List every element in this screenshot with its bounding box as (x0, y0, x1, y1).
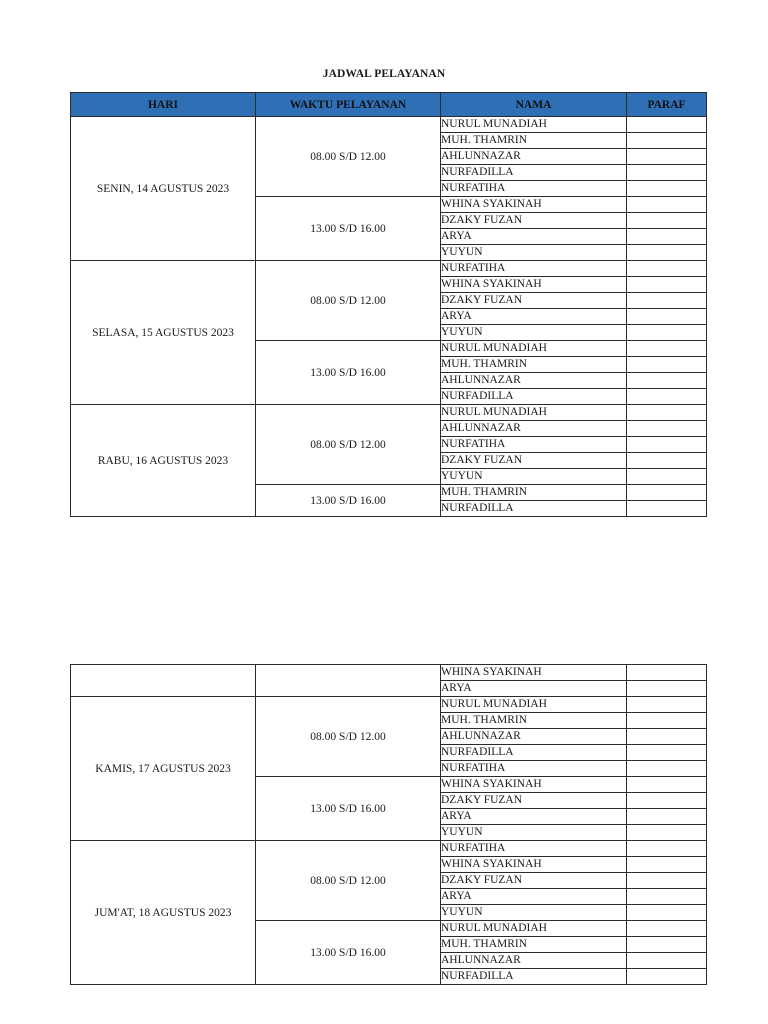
name-cell: AHLUNNAZAR (441, 953, 627, 969)
paraf-signature-cell[interactable] (627, 373, 707, 389)
name-cell: NURFADILLA (441, 745, 627, 761)
name-cell: NURUL MUNADIAH (441, 697, 627, 713)
name-cell: YUYUN (441, 469, 627, 485)
table-row (71, 665, 707, 681)
name-cell: ARYA (441, 809, 627, 825)
paraf-signature-cell[interactable] (627, 261, 707, 277)
paraf-signature-cell[interactable] (627, 937, 707, 953)
name-cell: NURFATIHA (441, 761, 627, 777)
paraf-signature-cell[interactable] (627, 681, 707, 697)
paraf-signature-cell[interactable] (627, 197, 707, 213)
paraf-signature-cell[interactable] (627, 133, 707, 149)
day-cell (71, 665, 256, 697)
header-paraf: PARAF (627, 93, 707, 117)
name-cell: WHINA SYAKINAH (441, 777, 627, 793)
name-cell: MUH. THAMRIN (441, 713, 627, 729)
name-cell: ARYA (441, 309, 627, 325)
paraf-signature-cell[interactable] (627, 665, 707, 681)
paraf-signature-cell[interactable] (627, 969, 707, 985)
paraf-signature-cell[interactable] (627, 309, 707, 325)
name-cell: NURUL MUNADIAH (441, 405, 627, 421)
paraf-signature-cell[interactable] (627, 229, 707, 245)
name-cell: DZAKY FUZAN (441, 793, 627, 809)
paraf-signature-cell[interactable] (627, 905, 707, 921)
service-time-cell: 13.00 S/D 16.00 (256, 485, 441, 517)
paraf-signature-cell[interactable] (627, 389, 707, 405)
service-time-cell: 08.00 S/D 12.00 (256, 405, 441, 485)
paraf-signature-cell[interactable] (627, 341, 707, 357)
name-cell: ARYA (441, 889, 627, 905)
paraf-signature-cell[interactable] (627, 889, 707, 905)
name-cell: WHINA SYAKINAH (441, 857, 627, 873)
name-cell: DZAKY FUZAN (441, 453, 627, 469)
paraf-signature-cell[interactable] (627, 325, 707, 341)
day-cell: KAMIS, 17 AGUSTUS 2023 (71, 697, 256, 841)
paraf-signature-cell[interactable] (627, 697, 707, 713)
header-waktu-pelayanan: WAKTU PELAYANAN (256, 93, 441, 117)
paraf-signature-cell[interactable] (627, 825, 707, 841)
paraf-signature-cell[interactable] (627, 149, 707, 165)
service-time-cell: 13.00 S/D 16.00 (256, 197, 441, 261)
paraf-signature-cell[interactable] (627, 469, 707, 485)
name-cell: DZAKY FUZAN (441, 213, 627, 229)
paraf-signature-cell[interactable] (627, 213, 707, 229)
name-cell: NURFADILLA (441, 969, 627, 985)
paraf-signature-cell[interactable] (627, 921, 707, 937)
name-cell: DZAKY FUZAN (441, 293, 627, 309)
table-row (71, 405, 707, 421)
day-cell: SENIN, 14 AGUSTUS 2023 (71, 117, 256, 261)
name-cell: ARYA (441, 229, 627, 245)
service-time-cell: 08.00 S/D 12.00 (256, 841, 441, 921)
paraf-signature-cell[interactable] (627, 293, 707, 309)
paraf-signature-cell[interactable] (627, 437, 707, 453)
paraf-signature-cell[interactable] (627, 713, 707, 729)
paraf-signature-cell[interactable] (627, 165, 707, 181)
table-row (71, 117, 707, 133)
paraf-signature-cell[interactable] (627, 245, 707, 261)
service-time-cell: 08.00 S/D 12.00 (256, 261, 441, 341)
paraf-signature-cell[interactable] (627, 453, 707, 469)
paraf-signature-cell[interactable] (627, 953, 707, 969)
paraf-signature-cell[interactable] (627, 117, 707, 133)
name-cell: YUYUN (441, 245, 627, 261)
name-cell: AHLUNNAZAR (441, 149, 627, 165)
name-cell: NURFADILLA (441, 165, 627, 181)
name-cell: YUYUN (441, 825, 627, 841)
paraf-signature-cell[interactable] (627, 841, 707, 857)
name-cell: MUH. THAMRIN (441, 357, 627, 373)
table-row (71, 841, 707, 857)
paraf-signature-cell[interactable] (627, 809, 707, 825)
paraf-signature-cell[interactable] (627, 357, 707, 373)
schedule-table-page-2 (70, 664, 707, 985)
name-cell: AHLUNNAZAR (441, 729, 627, 745)
name-cell: AHLUNNAZAR (441, 421, 627, 437)
paraf-signature-cell[interactable] (627, 405, 707, 421)
name-cell: YUYUN (441, 325, 627, 341)
name-cell: NURFATIHA (441, 181, 627, 197)
table-header-row (71, 93, 707, 117)
paraf-signature-cell[interactable] (627, 777, 707, 793)
paraf-signature-cell[interactable] (627, 745, 707, 761)
service-time-cell: 08.00 S/D 12.00 (256, 117, 441, 197)
header-hari: HARI (71, 93, 256, 117)
paraf-signature-cell[interactable] (627, 873, 707, 889)
service-time-cell: 13.00 S/D 16.00 (256, 777, 441, 841)
table-row (71, 261, 707, 277)
day-cell: SELASA, 15 AGUSTUS 2023 (71, 261, 256, 405)
paraf-signature-cell[interactable] (627, 277, 707, 293)
name-cell: NURFATIHA (441, 437, 627, 453)
service-time-cell: 13.00 S/D 16.00 (256, 921, 441, 985)
name-cell: NURUL MUNADIAH (441, 117, 627, 133)
name-cell: MUH. THAMRIN (441, 133, 627, 149)
name-cell: NURFATIHA (441, 841, 627, 857)
name-cell: ARYA (441, 681, 627, 697)
name-cell: WHINA SYAKINAH (441, 277, 627, 293)
name-cell: NURFADILLA (441, 501, 627, 517)
name-cell: NURUL MUNADIAH (441, 921, 627, 937)
paraf-signature-cell[interactable] (627, 857, 707, 873)
name-cell: MUH. THAMRIN (441, 937, 627, 953)
name-cell: NURFADILLA (441, 389, 627, 405)
paraf-signature-cell[interactable] (627, 181, 707, 197)
paraf-signature-cell[interactable] (627, 729, 707, 745)
name-cell: YUYUN (441, 905, 627, 921)
paraf-signature-cell[interactable] (627, 793, 707, 809)
day-cell: RABU, 16 AGUSTUS 2023 (71, 405, 256, 517)
paraf-signature-cell[interactable] (627, 421, 707, 437)
name-cell: WHINA SYAKINAH (441, 197, 627, 213)
name-cell: WHINA SYAKINAH (441, 665, 627, 681)
name-cell: NURUL MUNADIAH (441, 341, 627, 357)
paraf-signature-cell[interactable] (627, 761, 707, 777)
name-cell: AHLUNNAZAR (441, 373, 627, 389)
table-row (71, 697, 707, 713)
day-cell: JUM'AT, 18 AGUSTUS 2023 (71, 841, 256, 985)
schedule-table-page-1 (70, 92, 707, 517)
header-nama: NAMA (441, 93, 627, 117)
paraf-signature-cell[interactable] (627, 501, 707, 517)
name-cell: DZAKY FUZAN (441, 873, 627, 889)
paraf-signature-cell[interactable] (627, 485, 707, 501)
service-time-cell: 08.00 S/D 12.00 (256, 697, 441, 777)
service-time-cell (256, 665, 441, 697)
page-title: JADWAL PELAYANAN (322, 68, 446, 80)
name-cell: NURFATIHA (441, 261, 627, 277)
name-cell: MUH. THAMRIN (441, 485, 627, 501)
service-time-cell: 13.00 S/D 16.00 (256, 341, 441, 405)
